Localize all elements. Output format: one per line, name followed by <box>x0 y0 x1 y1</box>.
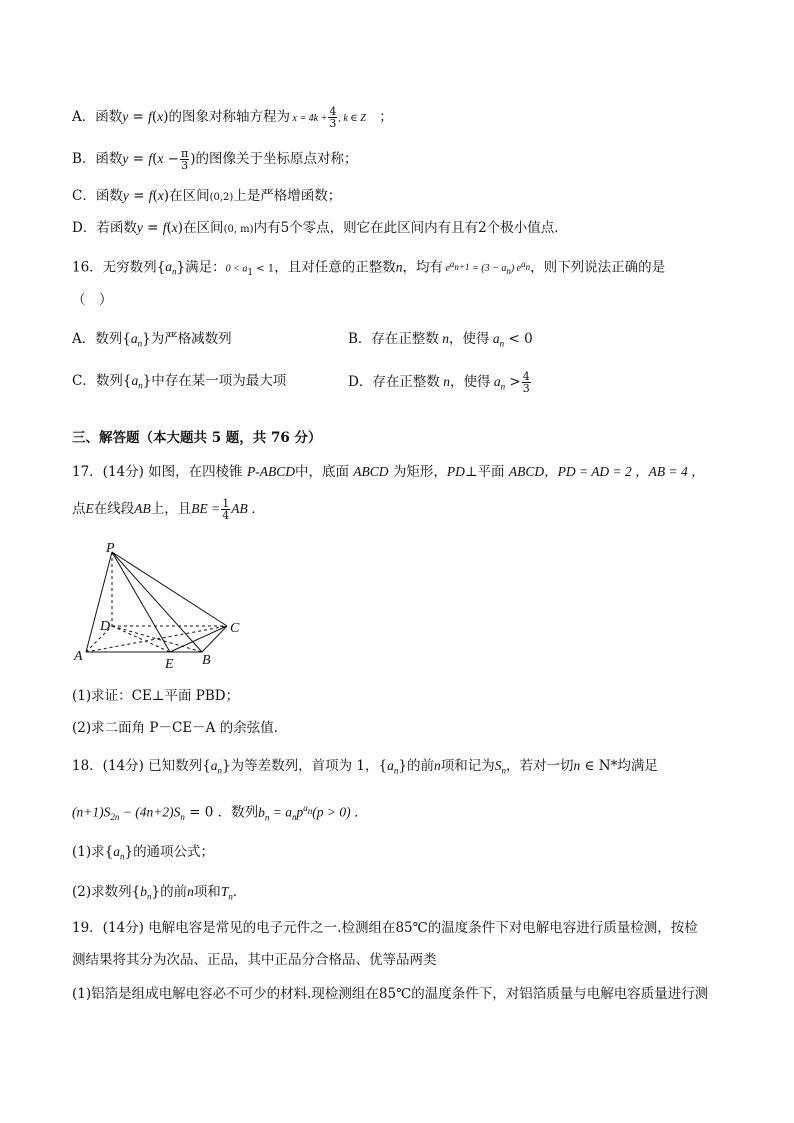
fraction: $\frac{4}{3}$ <box>329 105 337 130</box>
q15-option-c: C．函数y = f(x)在区间(0,2)上是严格增函数； <box>72 188 342 204</box>
q17-stem-line1: 17．(14分) 如图，在四棱锥 P-ABCD中，底面 ABCD 为矩形，PD⊥平面 ABCD，PD = AD = 2 ，AB = 4 ， <box>72 464 705 480</box>
edge-pe <box>112 552 170 652</box>
q18-stem-line2: $(n+1)S_{2n} - (4n+2)S_n = 0$ ．数列$b_n = a_np^{a_n}(p > 0)$ ． <box>72 803 368 823</box>
edge-pc <box>112 552 227 626</box>
label-d: D <box>100 619 111 634</box>
q16-option-c: C．数列$\{a_n\}$中存在某一项为最大项 <box>72 373 287 391</box>
fraction: $\frac{\pi}{3}$ <box>180 147 189 172</box>
q19-line3: (1)铝箔是组成电解电容必不可少的材料.现检测组在85℃的温度条件下，对铝箔质量与电解电容质量进行测 <box>72 986 709 1002</box>
q17-part2: (2)求二面角 P－CE－A 的余弦值． <box>72 720 288 736</box>
label-c: C <box>230 621 240 636</box>
q16-stem: 16．无穷数列$\{a_n\}$满足：$0 < a_1 < 1$，且对任意的正整数n，均有 $e^{a_{n+1}} = (3 - a_n)$ $e^{a_n}$，则下列说法正确的是 <box>72 259 666 279</box>
label-b: B <box>202 653 211 668</box>
q16-option-d: D．存在正整数 n，使得 $a_n$ > $\frac{4}{3}$ <box>348 370 530 395</box>
q16-paren: （ ） <box>72 292 113 308</box>
q15-option-d: D．若函数y = f(x)在区间(0, m)内有5个零点，则它在此区间内有且有2个极小值点． <box>72 220 568 236</box>
fraction: $\frac{1}{4}$ <box>222 497 230 522</box>
q17-part1: (1)求证：CE⊥平面 PBD； <box>72 688 240 704</box>
q15-option-a: A．函数y = f(x)的图象对称轴方程为 x = 4k + $\frac{4}{3}$ , k ∈ Z ； <box>72 105 393 130</box>
edge-pa <box>86 552 112 652</box>
q19-line2: 测结果将其分为次品、正品，其中正品分合格品、优等品两类 <box>72 952 437 968</box>
fraction: $\frac{4}{3}$ <box>522 370 530 395</box>
label-p: P <box>106 541 115 556</box>
edge-pb <box>112 552 202 652</box>
q19-line1: 19．(14分) 电解电容是常见的电子元件之一.检测组在85℃的温度条件下对电解电容进行质量检测，按检 <box>72 920 698 936</box>
q15-option-b: B．函数y = f(x − $\frac{\pi}{3}$ )的图像关于坐标原点对称； <box>72 147 358 172</box>
q18-part2: (2)求数列$\{b_n\}$的前n项和$T_n$． <box>72 884 247 902</box>
section-title: 三、解答题（本大题共 5 题，共 76 分） <box>72 430 322 446</box>
q18-stem-line1: 18．(14分) 已知数列$\{a_n\}$为等差数列，首项为 1，$\{a_n\}$的前n项和记为$S_n$，若对一切n ∈ N*均满足 <box>72 758 658 776</box>
q17-stem-line2: 点E在线段AB上，且BE = $\frac{1}{4}$ AB ． <box>72 497 265 522</box>
pyramid-figure <box>72 540 252 670</box>
q16-option-b: B．存在正整数 n，使得 $a_n < 0$ <box>348 331 533 349</box>
q16-option-a: A．数列$\{a_n\}$为严格减数列 <box>72 331 232 349</box>
label-e: E <box>165 657 174 670</box>
q18-part1: (1)求$\{a_n\}$的通项公式； <box>72 844 215 862</box>
edge-de <box>112 626 170 652</box>
label-a: A <box>74 649 83 664</box>
